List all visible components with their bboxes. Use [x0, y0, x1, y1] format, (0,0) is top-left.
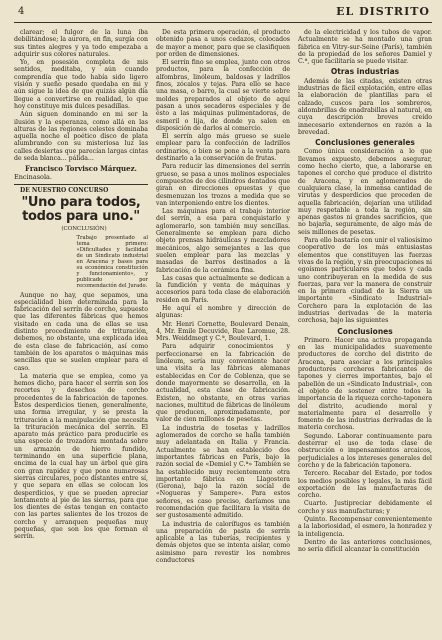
paragraph: Yo, en posesión completa de mis sentidos, meditaba, y aún cuando comprendía que todo había sido ligero visión y sueño pesado quedaba en mi y aún sigue la idea de que quizás algún día llegue a convertirse en realidad, lo que hoy constituye mis dulces pesadillas. [14, 59, 148, 110]
paragraph: Para adquirir conocimientos y perfeccionarse en la fabricación de linóleum, sería muy conveniente hacer una visita a las fábricas alemanas establecidas en Cor de Coblenza, que se donde mayormente se desarrolla, en la actualidad, esta clase de fabricación. Existen, no obstante, en otras varias naciones, multitud de fábricas de linóleum que producen, aproximadamente, por valor de cien millones de pesetas. [156, 343, 290, 424]
paragraph: Además de las citadas, existen otras industrias de fácil explotación, entre ellas la elaboración de plantillas para el calzado, cuscos para los sombreros, aldombrillas de enadrabillas al natural, en cuya descripción breves creído innecesario extendernos en razón a la brevedad. [298, 77, 432, 136]
paragraph: Dentro de las anteriores conclusiones, no sería difícil alcanzar la constitución [298, 538, 432, 554]
paragraph: clarear; el fulgor de la luna iba debilitándose; la aurora, en fin, surgía con sus tintes alegres y ya todo empezaba a adquirir sus colores naturales. [14, 29, 148, 58]
paragraph: Para reducir las dimensiones del serrín grueso, se pasa a unos molinos especiales compuestos de dos cilindros dentados que giran en direcciones opuestas y que desmenuzan los trozos a medida que se van interponiendo entre los dientes. [156, 163, 290, 207]
paragraph: Tercero. Recabar del Estado, por todos los medios posibles y legales, la más fácil exportación de las manufacturas de corcho. [298, 470, 432, 500]
section-kicker: DE NUESTRO CONCURSO [20, 186, 109, 194]
column-2 [156, 29, 290, 639]
paragraph: Segundo. Laborar continuamente para desterrar el uso de toda clase de obstrucción o impensamientos arcaicos, perjudiciales a los intereses generales del corcho y de la fabricación taponera. [298, 432, 432, 469]
section-heading: Otras industrias [330, 67, 400, 77]
continuation-label: (CONCLUSIÓN) [61, 226, 107, 233]
author-signature: Francisco Torvisco Márquez. [24, 164, 137, 174]
author-place: Encinasola. [14, 172, 52, 181]
inset-text: Trabajo presentado al tema primero: «Dificultades y facilidad de un Sindicato industrial en Aracena y bases para su económica constitución y funcionamiento», y publicado por recomendación del Jurado. [76, 234, 148, 289]
section-heading: Conclusiones generales [315, 138, 415, 148]
paragraph: Aún siguen dominando en mi ser la ilusión y la esperanza, como allá en las alturas de las regiones celestes dominaba aquella noche el poético disco de plata alumbrando con su misteriosa luz las calles desiertas que parecían largas cintas de seda blanca... pálida... [14, 111, 148, 163]
paragraph: Cuarto. Justipreciar debidamente el corcho y sus manufacturas; y [298, 500, 432, 515]
paragraph: Aunque no hay, que sepamos, una especialidad bien determinada para la fabricación del serrín de corcho, supuesto que las diferentes fábricas que hemos visitado en cada una de ellas se usa distinto procedimiento de trituración, debemos, no obstante, una explicada idea de esta clase de fabricación, así como también de los aparatos o máquinas más sencillas que se suelen emplear para el caso. [14, 291, 148, 372]
column-3 [298, 29, 432, 639]
paragraph: La industria de tosetas y ladrillos aglomerados de corcho se halla también muy adelantada en Italia y Francia. Actualmente se han establecido dos importantes fábricas en París, bajo la razón social de «Demiel y C.ª» También se ha establecido muy recientemente otra importante fábrica en Llagostera (Gerona), bajo la razón social de «Nogueras y Sampere». Para estos señores, es caso preciso, daríamos una recomendación que facilitara la visita de ser gustosamente admitido. [156, 424, 290, 520]
paragraph: De esta primera operación, el producto obtenido pasa a unos cedazos, colocados de mayor a menor, para que se clasifiquen por orden de dimensiones. [156, 29, 290, 58]
divider [14, 184, 148, 185]
inset-note [14, 235, 148, 289]
paragraph: Mr. Henri Cornette, Boulevard Denain, 4, Mr. Emile Decuvide, Rue Laromue, 28. Mrs. Weiddmegt y C.ª, Boulevard, 1. [156, 320, 290, 343]
paragraph: He aquí el nombre y dirección de algunas: [156, 304, 290, 320]
paragraph: El serrín algo más grueso se suele emplear para la confección de ladrillos ordinarios, o bien se pone a la venta para destinarlo a la conservación de frutas. [156, 133, 290, 163]
paragraph: Quinto. Recompensar convenientemente a la laboriosidad, el esmero, la honradez y la inteligencia. [298, 516, 432, 538]
paragraph: Para ello bastaría con unir el valiosísimo cooperativo de los más entusiastas elementos que constituyen las fuerzas vivas de la región, y sin preocupaciones ni egoísmos particulares que todos y cada uno contribuyeran en la medida de sus fuerzas, para ver la manera de construir en la primera ciudad de la Sierra un importante «Sindicato Industrial» Corchero para la explotación de las industrias derivadas de la materia corchosa, bajo las siguientes [298, 237, 432, 325]
paragraph: El serrín fino se emplea, junto con otros productos, para la confección de alfombras, linóleum, baldosas y ladrillos finos, zócalos y tejas. Para ello se hace una masa, o barro, la cual se vierte sobre moldes preparados al objeto de aquí pasan a unos secaderos especiales y de ésto a las máquinas pulimentadoras, de esmeril o lija, de donde ya salen en disposición de darlos al comercio. [156, 59, 290, 132]
paragraph: La materia que se emplea, como ya hemos dicho, para hacer el serrín son los recortes y desechos de corcho procedentes de la fabricación de tapones. Estos desperdicios tienen, generalmente, una forma irregular, y se presta la trituración a la manipulación que necesita la trituración mecánica del serrín. El aparato más práctico para producirle es una especie de trozadora montada sobre un armazón de hierro fundido, terminando en una superficie plana, encima de la cual hay un árbol que gira con gran rapidez y que pone numerosas sierras circulares, poco distantes entre sí, y que separa en ellas se colocan los desperdicios, y que se pueden apreciar lentamente al pie de las sierras, para que los dientes de éstas tengan en contacto con las partes salientes de los trozos de corcho y arranquen pequeñas muy pequeñas, que son los que forman el serrín. [14, 372, 148, 541]
paragraph: La industria de calorífugos es también una preparación de pasta de serrín aplicable a las tuberías, recipientes y demás objetos que se intenta aislar, como asimismo para revestir los nombres conductores [156, 520, 290, 565]
columns [14, 29, 432, 639]
paragraph: Las máquinas para el trabajo interior del serrín, a esa para conquistarlo y aglomerarlo, son también muy sencillas. Generalmente se emplean para dicho objeto prensas hidráulicas y mezcladores mecánicos, algo semejantes a las que suelen emplear para las mezclas y masadas de barros destinados a la fabricación de la cerámica fina. [156, 208, 290, 274]
section-heading: Conclusiones [337, 326, 393, 336]
page-header [14, 4, 432, 23]
paragraph: Primero. Hacer una activa propaganda en las municipalidades suavemente productores de corcho del distrito de Aracena, para asociar a los principales productores corcheros fabricantes de tapones y cierres importantes, bajo el pabellón de un «Sindicato Industrial», con el objeto de sostener entre todos la importancia de la riqueza corcho-taponera del distrito, acudiendo moral y materialmente para el desarrollo y fomento de las industrias derivadas de la materia corchosa. [298, 336, 432, 432]
article-headline: "Uno para todos, todos para uno." [21, 195, 141, 225]
column-1 [14, 29, 148, 639]
newspaper-title: EL DISTRITO [336, 5, 430, 18]
paragraph: de la electricidad y los tubos de vapor. Actualmente se ha montado una gran fábrica en Vitry-sur-Seine (París), también de la propiedad de los señores Damiel y C.ª, que facilitaría se puede visitar. [298, 29, 432, 66]
paragraph: Las casas que actualmente se dedican a la fundición y venta de máquinas y accesorios para toda clase de elaboración residen en París. [156, 274, 290, 304]
page-number: 4 [18, 6, 25, 17]
paragraph: Como única consideración a lo que llevamos expuesto, debemos asegurar, como hecho cierto, que, a laborarse en tapones el corcho que produce el distrito de Aracena, y en aglomerados de cualquiera clase, la inmensa cantidad de virutas y desperdicios que proceden de aquella fabricación, dejarían una utilidad muy respetable a toda la región, sin apenas gastos ni grandes sacrificios, que no bajaría, seguramente, de algo más de seis millones de pesetas. [298, 148, 432, 236]
